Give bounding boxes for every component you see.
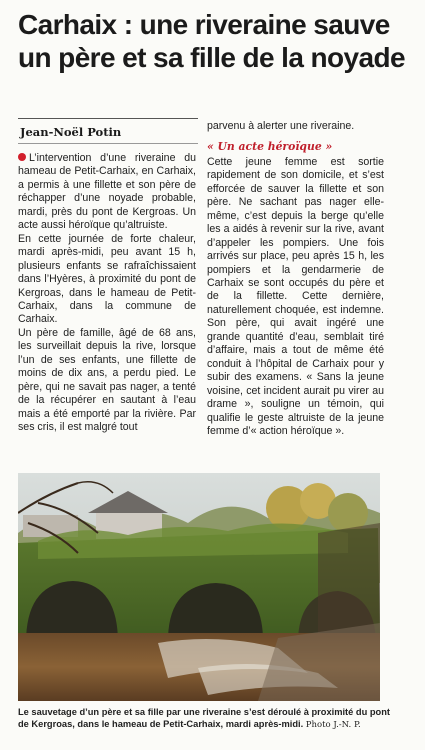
bullet-icon bbox=[18, 153, 26, 161]
article-author: Jean-Noël Potin bbox=[20, 125, 122, 139]
lead-text: L’intervention d’une riveraine du hameau de Petit-Carhaix, en Carhaix, a permis à une fillette et son père de réchapper d’une noyade probable, mardi, près du pont de Kergroas. Un acte aussi héroïque qu’altruiste. bbox=[18, 152, 196, 232]
article-photo bbox=[18, 473, 380, 701]
bridge-river-image bbox=[18, 473, 380, 701]
lead-paragraph bbox=[18, 152, 196, 233]
article-column-1 bbox=[18, 152, 196, 435]
photo-credit: Photo J.-N. P. bbox=[305, 720, 361, 730]
body-continuation: parvenu à alerter une riveraine. bbox=[207, 120, 355, 132]
article-headline: Carhaix : une riveraine sauve un père et sa fille de la noyade bbox=[18, 9, 405, 73]
byline-box bbox=[18, 118, 198, 144]
caption-text: Le sauvetage d’un père et sa fille par une riveraine s’est déroulé à proximité du pont de Kergroas, dans le hameau de Petit-Carhaix, mardi après-midi. bbox=[18, 707, 390, 729]
section-subheading: « Un acte héroïque » bbox=[207, 140, 333, 154]
body-paragraph-2: Un père de famille, âgé de 68 ans, les surveillait depuis la rive, lorsque l’un de ses enfants, une fillette de moins de dix ans, a perdu pied. Le père, qui ne savait pas nager, a tenté de la récupérer en sautant à l’eau mais a été emporté par la rivière. Par ses cris, il est malgré tout bbox=[18, 326, 196, 434]
body-paragraph-1: En cette journée de forte chaleur, mardi après-midi, peu avant 15 h, plusieurs enfants se rafraîchissaient dans l’Hyères, à proximité du pont de Kergroas, dans le hameau de Petit-Carhaix, dans la commune de Carhaix. bbox=[18, 232, 196, 326]
article-column-2 bbox=[207, 120, 384, 438]
photo-caption bbox=[18, 706, 393, 731]
body-paragraph-3: Cette jeune femme est sortie rapidement de son domicile, et s’est efforcée de sauver la fillette et son père. Ne sachant pas nager elle-même, c’est depuis la berge qu’elle les a aidés à revenir sur la rive, avant d’appeler les pompiers. Une fois arrivés sur place, peu après 15 h, les pompiers et la gendarmerie de Carhaix se sont occupés du père et de la fillette. Cette dernière, naturellement choquée, est indemne. Son père, qui avait ingéré une grande quantité d’eau, semblait tiré d’affaire, mais a tout de même été conduit à l’hôpital de Carhaix pour y subir des examens. « Sans la jeune voisine, cet incident aurait pu virer au drame », souligne un témoin, qui qualifie le geste altruiste de la jeune femme d’« action héroïque ». bbox=[207, 155, 384, 437]
